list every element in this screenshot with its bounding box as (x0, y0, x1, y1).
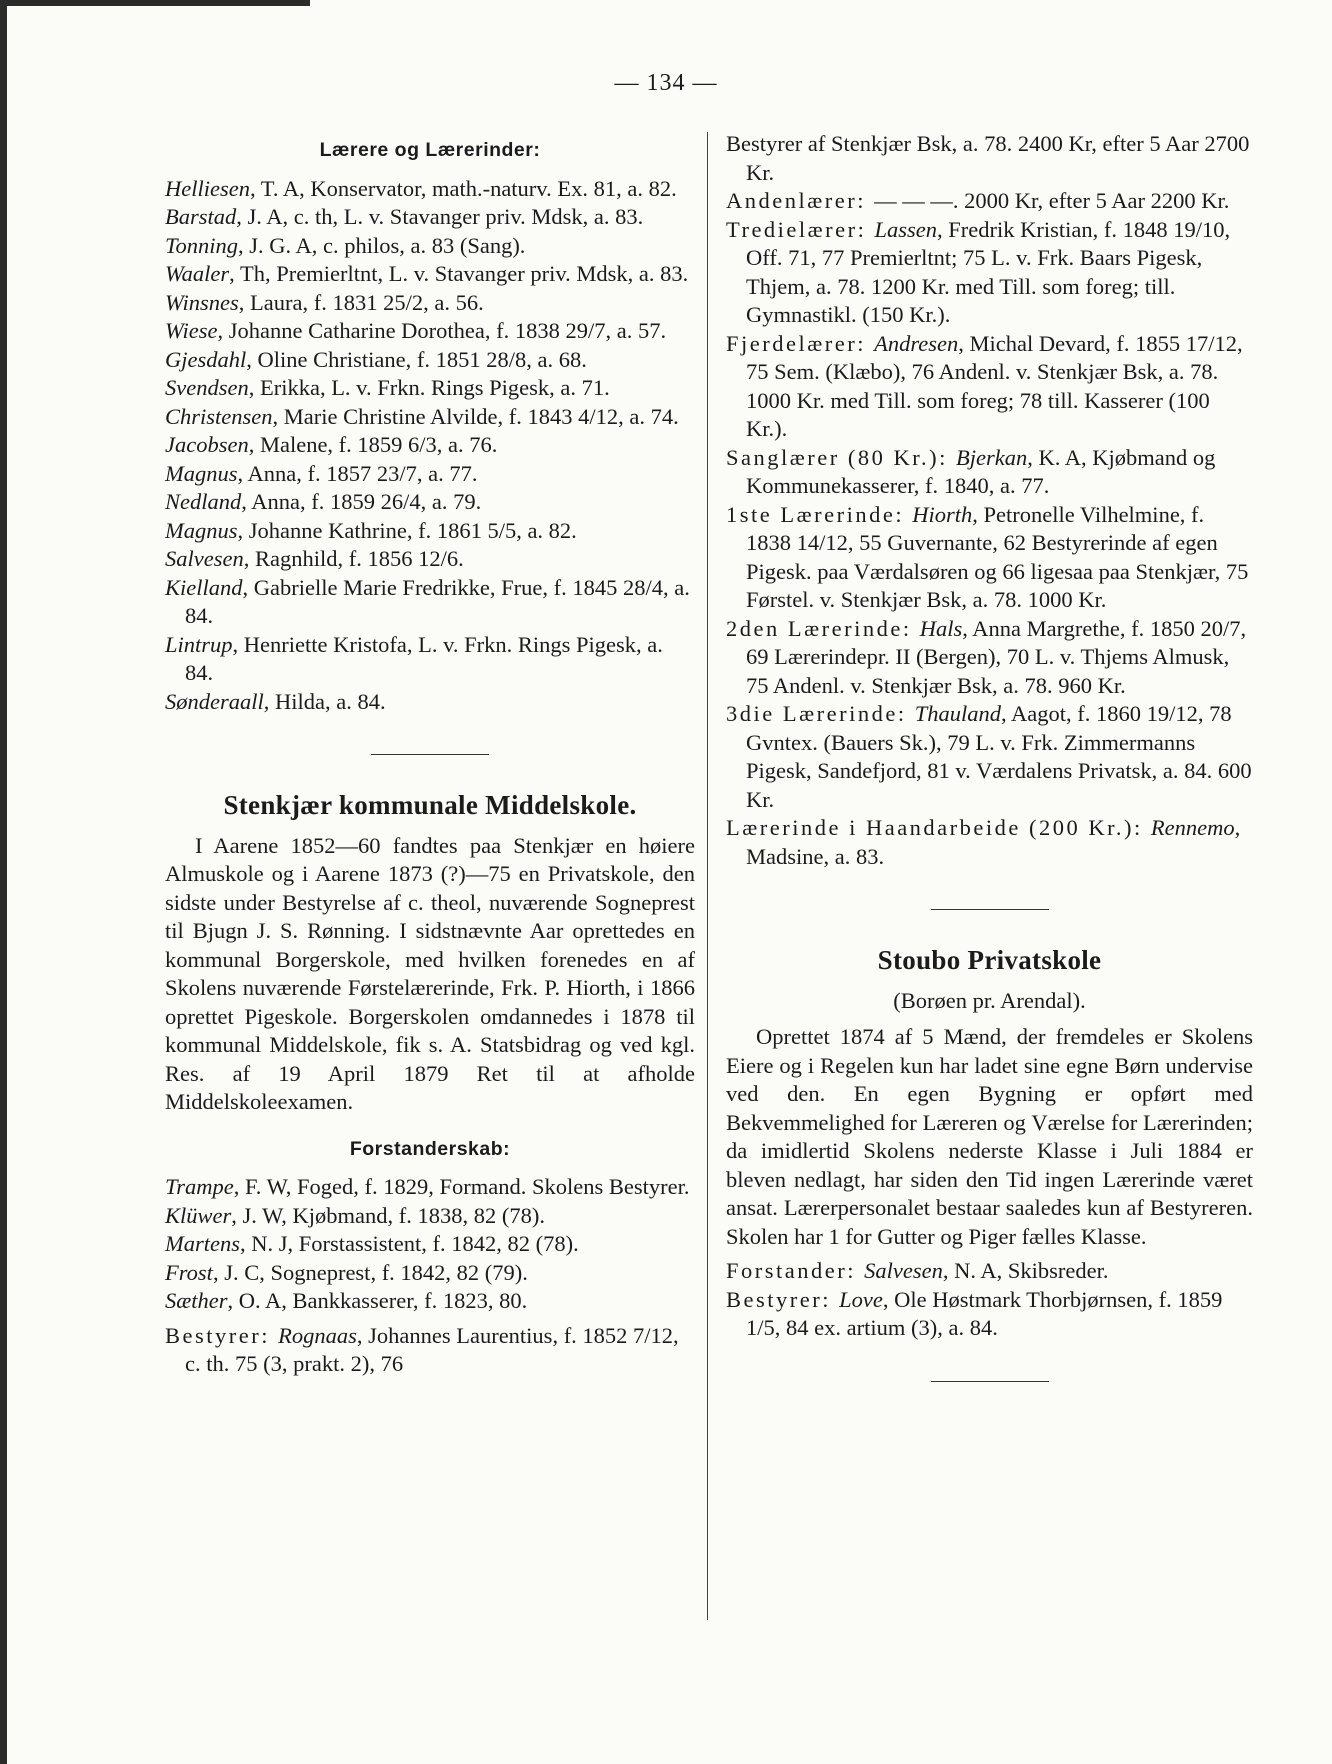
entry-text: , Fredrik Kristian, f. 1848 19/10, Off. 71, 77 Premierltnt; 75 L. v. Frk. Baars Pigesk, Thjem, a. 78. 1200 Kr. med Till. som foreg; till. Gymnastikl. (150 Kr.). (746, 216, 1231, 327)
board-member-entry (165, 1173, 695, 1202)
teacher-entry (165, 488, 695, 517)
board-member-entry (165, 1202, 695, 1231)
director-name: Love (839, 1286, 883, 1312)
entry-name: Svendsen (165, 375, 249, 400)
entry-text: , Anna, f. 1857 23/7, a. 77. (237, 460, 478, 486)
entry-text: , Erikka, L. v. Frkn. Rings Pigesk, a. 71. (248, 375, 610, 400)
entry-text: , J. G. A, c. philos, a. 83 (Sang). (237, 232, 526, 258)
staff-entry (726, 814, 1253, 871)
teacher-entry (165, 317, 695, 346)
staff-entry (726, 700, 1253, 814)
entry-name: Barstad (165, 204, 237, 229)
entry-text: , Hilda, a. 84. (263, 688, 386, 714)
entry-label: 3die Lærerinde: (726, 701, 915, 726)
board-label: Forstander: (726, 1258, 865, 1283)
staff-list (726, 130, 1253, 871)
teacher-entry (165, 631, 695, 688)
entry-text: , Anna Margrethe, f. 1850 20/7, 69 Lærerindepr. II (Bergen), 70 L. v. Thjems Almusk, 75 Andenl. v. Stenkjær Bsk, a. 78. 960 Kr. (746, 615, 1247, 698)
board-member-entry (165, 1259, 695, 1288)
director-entry (165, 1322, 695, 1379)
school-history-paragraph: I Aarene 1852—60 fandtes paa Stenkjær en høiere Almuskole og i Aarene 1873 (?)—75 en Privatskole, den sidste under Bestyrelse af c. theol, nuværende Sogneprest til Bjugn J. S. Rønning. I sidstnævnte Aar oprettedes en kommunal Borgerskole, med hvilken forenedes en af Skolens nuværende Førstelærerinde, Frk. P. Hiorth, i 1866 oprettet Pigeskole. Borgerskolen omdannedes i 1878 til kommunal Middelskole, fik s. A. Statsbidrag og ved kgl. Res. af 19 April 1879 Ret til at afholde Middelskoleexamen. (165, 832, 695, 1114)
left-column (165, 130, 695, 1379)
teachers-list (165, 175, 695, 717)
school-subheading: (Borøen pr. Arendal). (893, 987, 1086, 1013)
entry-text: , Johanne Kathrine, f. 1861 5/5, a. 82. (237, 517, 577, 543)
teacher-entry (165, 289, 695, 318)
teacher-entry (165, 545, 695, 574)
entry-name: Helliesen (165, 175, 250, 201)
entry-text: , Michal Devard, f. 1855 17/12, 75 Sem. (Klæbo), 76 Andenl. v. Stenkjær Bsk, a. 78. 1000 Kr. med Till. som foreg; 78 till. Kasserer (100 Kr.). (746, 330, 1243, 441)
entry-text: , Oline Christiane, f. 1851 28/8, a. 68. (246, 346, 587, 372)
teacher-entry (165, 374, 695, 403)
entry-name: Trampe (165, 1174, 234, 1199)
page-number: — 134 — (614, 70, 718, 96)
teacher-entry (165, 460, 695, 489)
teacher-entry (165, 517, 695, 546)
section-rule (371, 754, 489, 755)
entry-text: Bestyrer af Stenkjær Bsk, a. 78. 2400 Kr, efter 5 Aar 2700 Kr. (726, 131, 1250, 185)
entry-text: , N. J, Forstassistent, f. 1842, 82 (78). (240, 1231, 579, 1256)
entry-text: , Gabrielle Marie Fredrikke, Frue, f. 1845 28/4, a. 84. (185, 574, 690, 628)
teacher-entry (165, 203, 695, 232)
entry-text: , Malene, f. 1859 6/3, a. 76. (248, 432, 498, 457)
staff-entry (726, 615, 1253, 701)
entry-name: Thauland (914, 701, 1001, 726)
school-description-paragraph: Oprettet 1874 af 5 Mænd, der fremdeles er Skolens Eiere og i Regelen kun har ladet sine egne Børn undervise ved den. En egen Bygning er opført med Bekvemmelighed for Læreren og Værelse for Lærerinden; da imidlertid Skolens nederste Klasse i Juli 1884 er bleven nedlagt, har siden den Tid ingen Lærerinde været ansat. Lærerpersonalet bestaar saaledes kun af Bestyreren. Skolen har 1 for Gutter og Piger fælles Klasse. (726, 1024, 1253, 1249)
board-name: Salvesen (864, 1258, 943, 1283)
teacher-entry (165, 688, 695, 717)
entry-label: Sanglærer (80 Kr.): (726, 444, 956, 470)
staff-entry (726, 444, 1253, 501)
entry-label: 1ste Lærerinde: (726, 501, 913, 527)
teacher-entry (165, 232, 695, 261)
entry-name: Christensen (165, 403, 273, 429)
entry-text: , K. A, Kjøbmand og Kommunekasserer, f. 1840, a. 77. (746, 444, 1216, 498)
entry-text: , Laura, f. 1831 25/2, a. 56. (238, 289, 484, 315)
entry-name: Gjesdahl (165, 346, 247, 372)
entry-text: , Henriette Kristofa, L. v. Frkn. Rings Pigesk, a. 84. (185, 631, 663, 685)
entry-text: , Th, Premierltnt, L. v. Stavanger priv. Mdsk, a. 83. (229, 261, 689, 286)
section-rule (931, 1381, 1049, 1382)
entry-name: Kielland (165, 574, 243, 600)
teacher-entry (165, 403, 695, 432)
entry-name: Sønderaall (165, 688, 264, 714)
entry-name: Frost (165, 1259, 213, 1285)
entry-name: Tonning (165, 232, 238, 258)
entry-text: , Anna, f. 1859 26/4, a. 79. (241, 489, 482, 514)
director-text: , Ole Høstmark Thorbjørnsen, f. 1859 1/5, 84 ex. artium (3), a. 84. (746, 1286, 1223, 1340)
staff-entry (726, 501, 1253, 615)
board-heading: Forstanderskab: (349, 1137, 511, 1160)
column-divider (707, 132, 708, 1620)
entry-name: Martens (165, 1231, 240, 1256)
teachers-heading: Lærere og Lærerinder: (319, 139, 541, 161)
entry-name: Hals (919, 615, 963, 641)
entry-name: Andresen (874, 330, 959, 356)
entry-text: , Ragnhild, f. 1856 12/6. (243, 546, 464, 571)
entry-text: , T. A, Konservator, math.-naturv. Ex. 81, a. 82. (249, 175, 677, 201)
staff-entry (726, 216, 1253, 330)
staff-entry (726, 187, 1253, 216)
director-label: Bestyrer: (165, 1322, 279, 1348)
entry-text: , Aagot, f. 1860 19/12, 78 Gvntex. (Bauers Sk.), 79 L. v. Frk. Zimmermanns Pigesk, Sandefjord, 81 v. Værdalens Privatsk, a. 84. 600 Kr. (746, 701, 1252, 812)
board-entry (726, 1257, 1253, 1286)
entry-name: Nedland (165, 489, 242, 514)
teacher-entry (165, 574, 695, 631)
entry-name: Waaler (165, 261, 230, 286)
entry-name: Jacobsen (165, 432, 249, 457)
director-text: , Johannes Laurentius, f. 1852 7/12, c. th. 75 (3, prakt. 2), 76 (185, 1322, 679, 1376)
scan-edge-top (0, 0, 310, 6)
entry-text: , Madsine, a. 83. (746, 815, 1241, 869)
entry-label: 2den Lærerinde: (726, 615, 920, 641)
teacher-entry (165, 175, 695, 204)
right-column (726, 130, 1253, 1382)
entry-text: , Marie Christine Alvilde, f. 1843 4/12, a. 74. (272, 403, 679, 429)
entry-name: Bjerkan (955, 444, 1028, 470)
teacher-entry (165, 431, 695, 460)
entry-text: , J. A, c. th, L. v. Stavanger priv. Mdsk, a. 83. (236, 204, 644, 229)
board-text: , N. A, Skibsreder. (942, 1258, 1109, 1283)
entry-label: Andenlærer: (726, 188, 875, 213)
entry-name: Lassen (874, 216, 938, 242)
entry-text: — — —. 2000 Kr, efter 5 Aar 2200 Kr. (874, 188, 1230, 213)
director-name: Rognaas (278, 1322, 357, 1348)
entry-text: , Petronelle Vilhelmine, f. 1838 14/12, 55 Guvernante, 62 Bestyrerinde af egen Pigesk. paa Værdalsøren og 66 ligesaa paa Stenkjær, 75 Førstel. v. Stenkjær Bsk, a. 78. 1000 Kr. (746, 501, 1249, 612)
school-heading: Stoubo Privatskole (877, 945, 1102, 975)
director-entry (726, 1286, 1253, 1343)
scan-edge-left (0, 0, 7, 1764)
entry-name: Sæther (165, 1288, 228, 1313)
teacher-entry (165, 260, 695, 289)
entry-text: , J. W, Kjøbmand, f. 1838, 82 (78). (231, 1202, 546, 1228)
entry-label: Tredielærer: (726, 216, 875, 242)
board-member-entry (165, 1230, 695, 1259)
entry-name: Magnus (165, 460, 238, 486)
entry-text: , J. C, Sogneprest, f. 1842, 82 (79). (212, 1259, 528, 1285)
entry-text: , O. A, Bankkasserer, f. 1823, 80. (227, 1288, 528, 1313)
director-label: Bestyrer: (726, 1286, 840, 1312)
section-rule (931, 909, 1049, 910)
entry-text: , F. W, Foged, f. 1829, Formand. Skolens Bestyrer. (233, 1174, 690, 1199)
entry-name: Salvesen (165, 546, 244, 571)
entry-name: Winsnes (165, 289, 239, 315)
entry-label: Fjerdelærer: (726, 330, 875, 356)
entry-name: Wiese (165, 318, 218, 343)
entry-name: Lintrup (165, 631, 233, 657)
teacher-entry (165, 346, 695, 375)
entry-text: , Johanne Catharine Dorothea, f. 1838 29/7, a. 57. (217, 318, 667, 343)
entry-name: Magnus (165, 517, 238, 543)
entry-name: Klüwer (165, 1202, 232, 1228)
entry-name: Rennemo (1150, 815, 1235, 840)
entry-name: Hiorth (912, 501, 973, 527)
staff-entry (726, 130, 1253, 187)
school-heading: Stenkjær kommunale Middelskole. (223, 790, 637, 820)
entry-label: Lærerinde i Haandarbeide (200 Kr.): (726, 815, 1151, 840)
staff-entry (726, 330, 1253, 444)
board-list (165, 1173, 695, 1316)
board-member-entry (165, 1287, 695, 1316)
